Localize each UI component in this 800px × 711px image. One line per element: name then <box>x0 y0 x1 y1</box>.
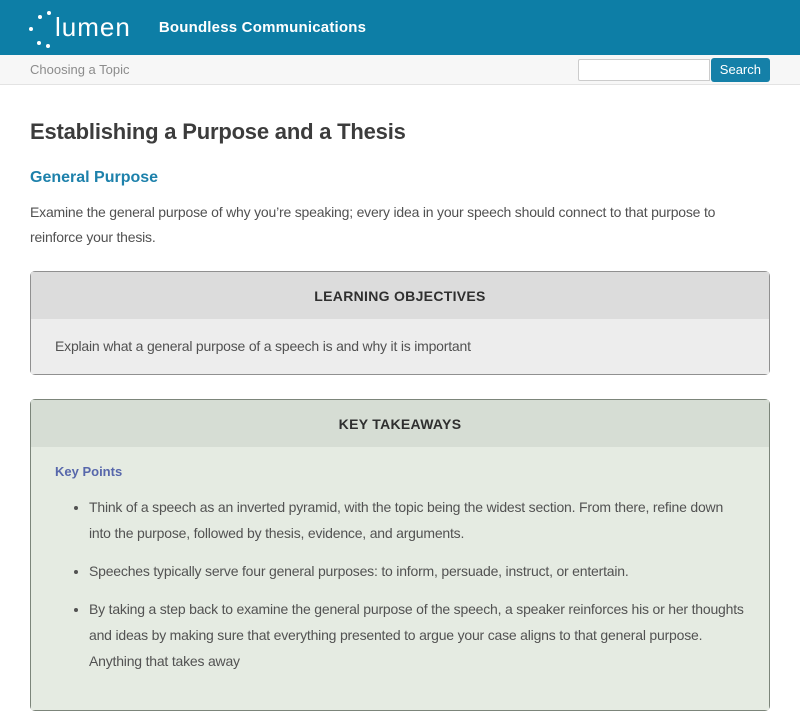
learning-objectives-body <box>31 319 769 374</box>
key-points-label: Key Points <box>55 464 123 479</box>
key-point-item: • Think of a speech as an inverted pyramid, with the topic being the widest section. From there, refine down into the purpose, followed by thesis, evidence, and arguments. <box>89 494 744 546</box>
learning-objectives-box <box>30 271 770 375</box>
key-points-list <box>55 494 745 674</box>
app-header <box>0 0 800 55</box>
site-title: Boundless Communications <box>158 19 367 36</box>
lumen-logo-text: lumen <box>55 12 131 42</box>
toolbar <box>0 55 800 85</box>
learning-objectives-title: LEARNING OBJECTIVES <box>31 272 769 319</box>
search-input[interactable] <box>578 59 710 81</box>
main-content <box>0 119 800 711</box>
page-title: Establishing a Purpose and a Thesis <box>30 119 406 144</box>
search-button[interactable]: Search <box>711 58 770 82</box>
lumen-logo[interactable] <box>55 0 131 55</box>
breadcrumb-choosing-a-topic[interactable]: Choosing a Topic <box>30 62 130 77</box>
key-takeaways-body <box>31 447 769 710</box>
section-heading-general-purpose: General Purpose <box>30 169 159 186</box>
search-bar <box>578 58 770 82</box>
learning-objective-item: Explain what a general purpose of a speech is and why it is important <box>55 338 471 354</box>
intro-paragraph: Examine the general purpose of why you’re speaking; every idea in your speech should connect to that purpose to reinforce your thesis. <box>30 204 716 245</box>
key-takeaways-box <box>30 399 770 711</box>
key-point-item: • By taking a step back to examine the general purpose of the speech, a speaker reinforces his or her thoughts and ideas by making sure that everything presented to argue your case aligns to that general purpose. Anything that takes away <box>89 596 744 674</box>
key-takeaways-title: KEY TAKEAWAYS <box>31 400 769 447</box>
key-point-item: • Speeches typically serve four general purposes: to inform, persuade, instruct, or entertain. <box>89 558 744 584</box>
